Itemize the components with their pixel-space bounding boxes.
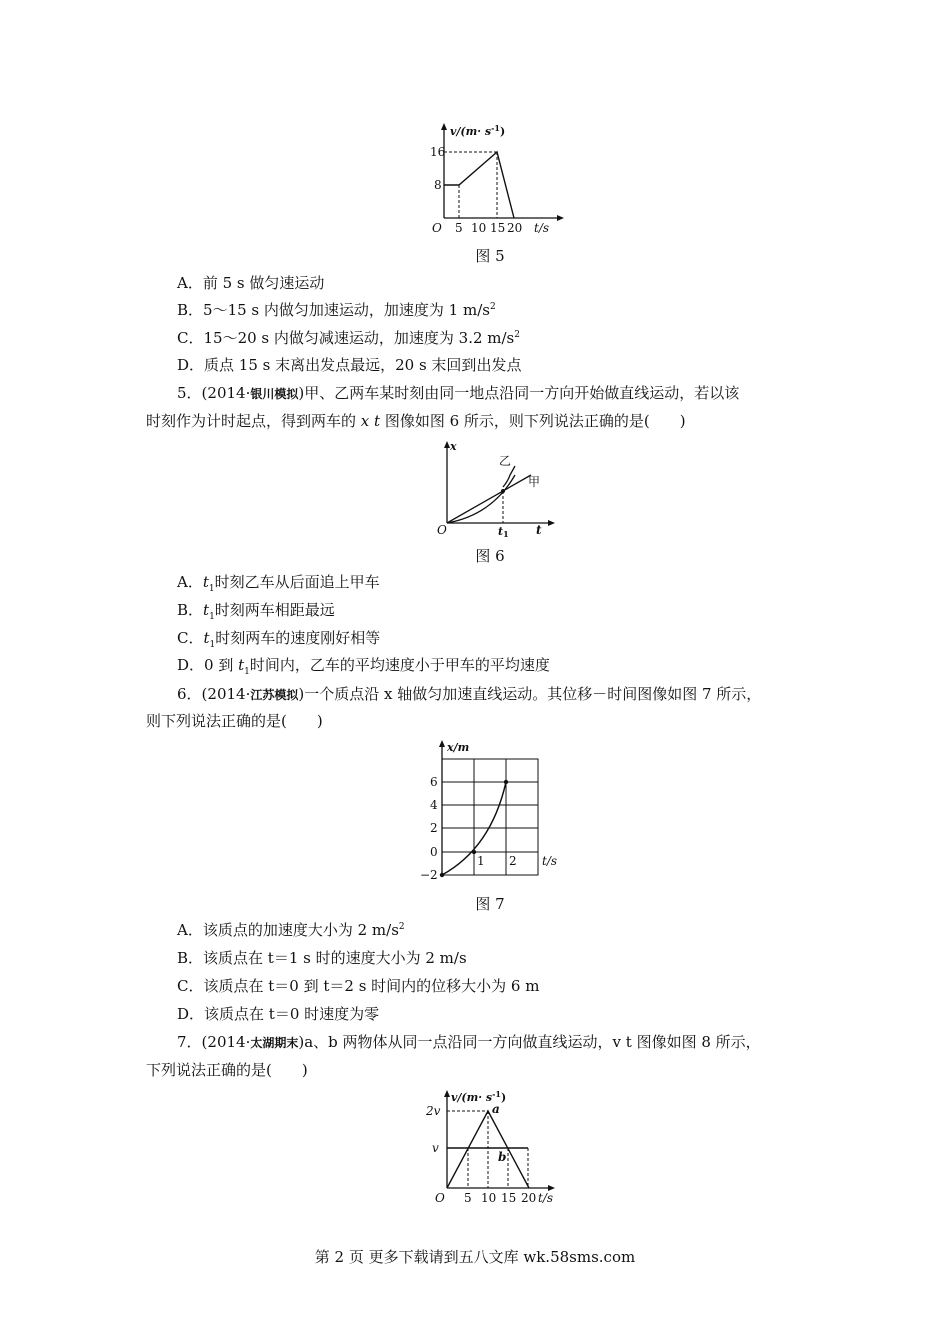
q5-source: 银川模拟 [250,387,299,401]
label-yi: 乙 [499,454,512,468]
label-a: a [492,1102,500,1116]
q7-stem-line2: 下列说法正确的是( ) [146,1061,308,1079]
y-axis-label: x/m [447,741,470,754]
q4-option-b: B．5～15 s 内做匀加速运动，加速度为 1 $m/s^2$ [177,301,496,319]
y-tick-8: 8 [434,178,442,192]
q6-option-c: C．该质点在 t＝0 到 t＝2 s 时间内的位移大小为 6 m [177,977,540,995]
q6-option-a: A．该质点的加速度大小为 2 $m/s^2$ [177,921,405,939]
y-tick-0: 0 [430,845,438,859]
x-tick-5: 5 [455,221,463,235]
label-b: b [498,1150,507,1164]
y-axis-arrow [439,740,445,747]
q7-source: 太湖期末 [250,1036,299,1050]
q4-option-c: C．15～20 s 内做匀减速运动，加速度为 3.2 $m/s^2$ [177,329,520,347]
point-t2 [504,780,508,784]
y-tick-2v: 2v [426,1104,441,1118]
y-axis-arrow [444,1090,450,1097]
figure-5-caption: 图 5 [475,247,505,265]
q6-source: 江苏模拟 [250,688,299,702]
x-tick-15: 15 [501,1191,517,1205]
q5-stem-line1: 5．(2014·银川模拟)甲、乙两车某时刻由同一地点沿同一方向开始做直线运动，若以该 [177,384,740,402]
figure-6-caption: 图 6 [475,547,505,565]
x-tick-20: 20 [521,1191,537,1205]
q5-option-a: A．$t_1$时刻乙车从后面追上甲车 [177,573,380,594]
x-tick-20: 20 [507,221,523,235]
figure-6-xt-graph [430,437,560,542]
x-axis-label: t [536,523,542,537]
y-tick-6: 6 [430,775,438,789]
x-tick-10: 10 [471,221,487,235]
x-axis-arrow [548,520,555,526]
q5-option-d: D．0 到 $t_1$时间内，乙车的平均速度小于甲车的平均速度 [177,656,550,677]
origin-label: O [435,1191,445,1205]
page-footer: 第 2 页 更多下载请到五八文库 wk.58sms.com [314,1248,636,1266]
q6-stem-line1: 6．(2014·江苏模拟)一个质点沿 x 轴做匀加速直线运动。其位移－时间图像如图 7 所示， [177,685,762,703]
q5-option-b: B．$t_1$时刻两车相距最远 [177,601,335,622]
figure-7-caption: 图 7 [475,895,505,913]
figure-7-xt-graph [418,735,578,885]
x-tick-15: 15 [490,221,506,235]
figure-5-vt-graph [410,118,570,243]
origin-label: O [437,523,447,537]
q7-stem-line1: 7．(2014·太湖期末)a、b 两物体从同一点沿同一方向做直线运动，v t 图像如图 8 所示， [177,1033,761,1051]
y-axis-label: $v/(m\cdot s^{-1})$ [451,1089,507,1104]
origin-label: O [432,221,442,235]
intersection-point [501,489,505,493]
label-jia: 甲 [528,475,541,489]
y-tick-neg2: −2 [420,868,438,882]
x-axis-label: t/s [542,854,558,868]
x-axis-label: t/s [538,1191,554,1205]
velocity-line [444,152,514,218]
x-tick-1: 1 [477,854,485,868]
q4-option-d: D．质点 15 s 末离出发点最远，20 s 末回到出发点 [177,356,522,374]
q5-option-c: C．$t_1$时刻两车的速度刚好相等 [177,629,381,650]
q4-option-a: A．前 5 s 做匀速运动 [177,274,325,292]
x-tick-2: 2 [509,854,517,868]
x-axis-label: t/s [534,221,550,235]
y-tick-v: v [432,1141,439,1155]
y-tick-4: 4 [430,798,438,812]
curve-yi [447,475,515,523]
line-jia [447,475,531,523]
q5-stem-line2: 时刻作为计时起点，得到两车的 x t 图像如图 6 所示，则下列说法正确的是( ) [146,412,686,430]
y-axis-label: x [450,440,457,453]
t1-label: t1 [498,525,509,539]
x-axis-arrow [557,215,564,221]
figure-8-vt-graph [420,1085,570,1210]
q6-option-b: B．该质点在 t＝1 s 时的速度大小为 2 m/s [177,949,467,967]
y-tick-2: 2 [430,821,438,835]
x-tick-10: 10 [481,1191,497,1205]
point-t0 [440,873,444,877]
x-tick-5: 5 [464,1191,472,1205]
point-t1 [472,850,476,854]
y-axis-label: $v/(m\cdot s^{-1})$ [450,123,506,138]
q6-stem-line2: 则下列说法正确的是( ) [146,712,323,730]
grid [442,759,538,875]
y-axis-arrow [441,123,447,130]
q6-option-d: D．该质点在 t＝0 时速度为零 [177,1005,380,1023]
y-tick-16: 16 [430,145,446,159]
